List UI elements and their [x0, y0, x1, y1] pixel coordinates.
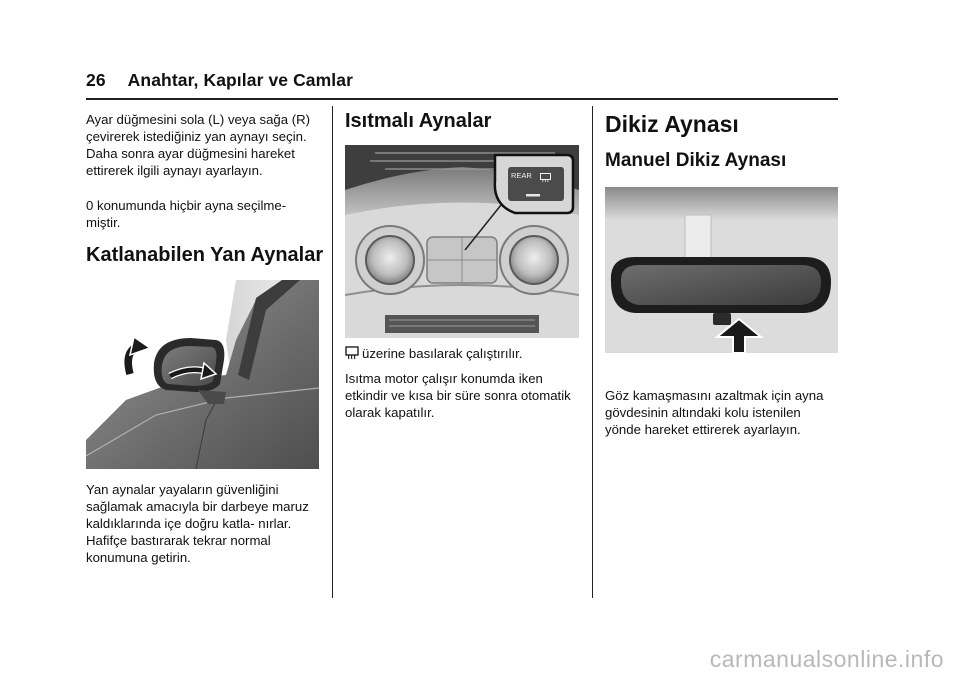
page-header [86, 70, 353, 91]
manual-rearview-mirror-heading: Manuel Dikiz Aynası [605, 150, 787, 171]
page-number: 26 [86, 70, 106, 90]
rear-defrost-inline-icon [345, 346, 359, 360]
heated-mirror-button-illustration [345, 145, 579, 338]
rear-button-label: REAR [511, 171, 532, 180]
heated-mirrors-heading: Isıtmalı Aynalar [345, 110, 492, 132]
zero-position-paragraph: 0 konumunda hiçbir ayna seçilme- miştir. [86, 198, 287, 230]
heated-mirrors-activation-text: üzerine basılarak çalıştırılır. [362, 346, 523, 361]
heated-mirrors-auto-off-paragraph: Isıtma motor çalışır konumda iken etkindir ve kısa bir süre sonra otomatik olarak kapatılır. [345, 371, 571, 420]
watermark: carmanualsonline.info [709, 646, 944, 672]
heated-mirrors-activation-paragraph [345, 345, 583, 362]
header-rule [86, 98, 838, 100]
section-title: Anahtar, Kapılar ve Camlar [127, 70, 354, 90]
rearview-mirror-illustration [605, 187, 838, 353]
mirror-select-paragraph: Ayar düğmesini sola (L) veya sağa (R) çevirerek istediğiniz yan aynayı seçin. Daha sonra ayar düğmesini hareket ettirerek ilgili aynayı ayarlayın. [86, 112, 311, 178]
rear-defrost-icon [540, 170, 551, 180]
folding-mirrors-paragraph: Yan aynalar yayaların güvenliğini sağlamak amacıyla bir darbeye maruz kaldıklarında içe doğru katla- nırlar. Hafifçe bastırarak tekrar normal konumuna getirin. [86, 482, 309, 565]
folding-mirrors-heading: Katlanabilen Yan Aynalar [86, 244, 324, 266]
folding-mirror-illustration [86, 280, 319, 469]
rearview-mirror-paragraph: Göz kamaşmasını azaltmak için ayna gövdesinin altındaki kolu istenilen yönde hareket ettirerek ayarlayın. [605, 388, 824, 437]
rearview-mirror-title: Dikiz Aynası [605, 111, 739, 137]
column-divider-2 [592, 106, 593, 598]
column-divider-1 [332, 106, 333, 598]
